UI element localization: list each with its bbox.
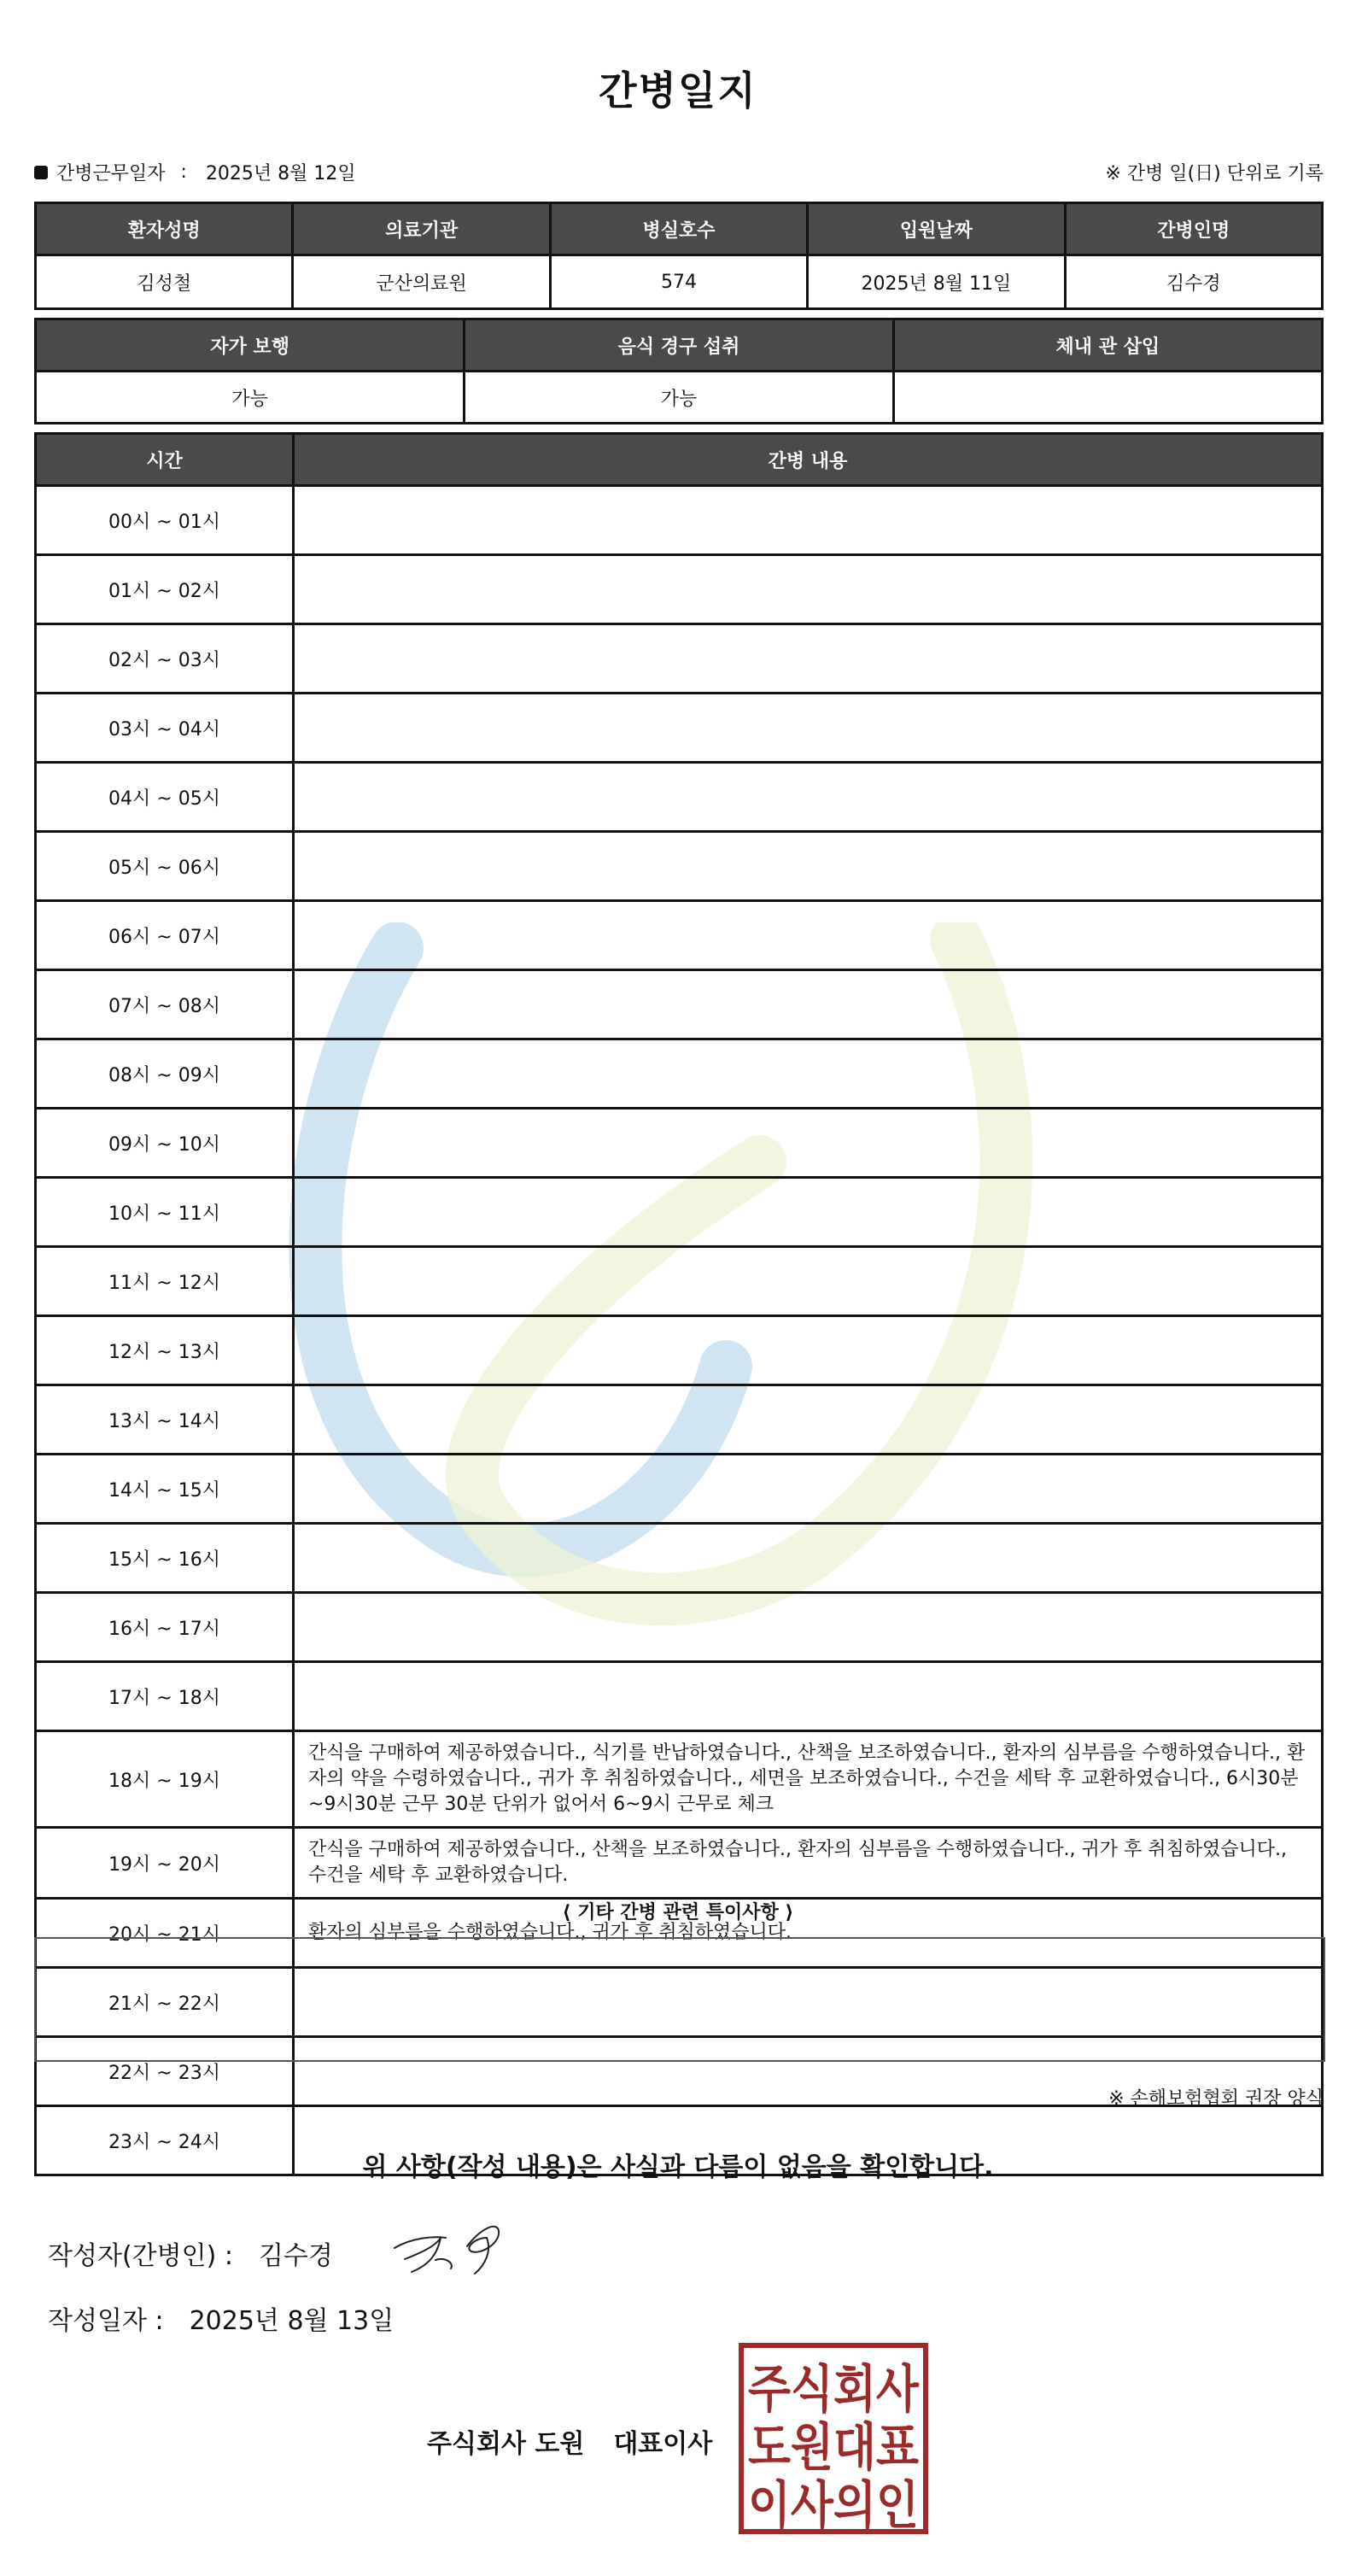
table-row [36, 1316, 1323, 1385]
time-cell: 18시 ~ 19시 [36, 1731, 294, 1828]
time-cell: 16시 ~ 17시 [36, 1593, 294, 1662]
company-name: 주식회사 도원 [427, 2429, 585, 2459]
patient-info-table [34, 202, 1324, 310]
table-row [36, 1593, 1323, 1662]
table-row [36, 832, 1323, 901]
header-tube-insertion: 체내 관 삽입 [893, 319, 1322, 372]
table-row [36, 1828, 1323, 1899]
table-row [36, 763, 1323, 832]
square-bullet-icon [34, 166, 48, 179]
admission-date: 2025년 8월 11일 [808, 255, 1065, 309]
care-content-cell [294, 832, 1323, 901]
time-cell: 01시 ~ 02시 [36, 555, 294, 624]
time-cell: 02시 ~ 03시 [36, 624, 294, 694]
care-content-cell [294, 1178, 1323, 1247]
unit-note: ※ 간병 일(日) 단위로 기록 [1105, 163, 1324, 184]
seal-line-2: 도원대표 [748, 2418, 920, 2478]
header-patient-name: 환자성명 [36, 203, 293, 255]
work-date-value: 2025년 8월 12일 [205, 163, 356, 184]
time-cell: 21시 ~ 22시 [36, 1968, 294, 2037]
table-row [36, 1731, 1323, 1828]
care-content-cell [294, 1039, 1323, 1109]
oral-intake-value: 가능 [465, 372, 893, 424]
document-title: 간병일지 [599, 67, 757, 114]
room-number: 574 [550, 255, 807, 309]
table-row [36, 486, 1323, 555]
table-row [36, 1385, 1323, 1455]
notes-box [34, 1937, 1325, 2062]
care-content-cell [294, 694, 1323, 763]
care-content-cell: 간식을 구매하여 제공하였습니다., 산책을 보조하였습니다., 환자의 심부름을 수행하였습니다., 귀가 후 취침하였습니다., 수건을 세탁 후 교환하였습니다. [294, 1828, 1323, 1899]
time-cell: 06시 ~ 07시 [36, 901, 294, 970]
care-content-cell [294, 1385, 1323, 1455]
time-cell: 12시 ~ 13시 [36, 1316, 294, 1385]
table-row [36, 1247, 1323, 1316]
care-content-cell [294, 901, 1323, 970]
header-self-walking: 자가 보행 [36, 319, 465, 372]
write-date-line [48, 2299, 394, 2337]
time-cell: 17시 ~ 18시 [36, 1662, 294, 1731]
time-cell: 09시 ~ 10시 [36, 1109, 294, 1178]
header-room: 병실호수 [550, 203, 807, 255]
header-admission-date: 입원날짜 [808, 203, 1065, 255]
table-row [36, 970, 1323, 1039]
handwritten-signature-icon [386, 2212, 514, 2280]
time-cell: 05시 ~ 06시 [36, 832, 294, 901]
care-content-cell [294, 970, 1323, 1039]
table-row [36, 1178, 1323, 1247]
seal-line-3: 이사의인 [748, 2476, 919, 2535]
time-cell: 03시 ~ 04시 [36, 694, 294, 763]
time-cell: 23시 ~ 24시 [36, 2106, 294, 2175]
caregiver-name: 김수경 [1065, 255, 1322, 309]
write-date-label: 작성일자 : [48, 2306, 164, 2336]
time-cell: 07시 ~ 08시 [36, 970, 294, 1039]
writer-name: 김수경 [258, 2241, 333, 2271]
care-content-cell [294, 624, 1323, 694]
care-content-cell: 환자의 심부름을 수행하였습니다., 귀가 후 취침하였습니다. [294, 1899, 1323, 1968]
patient-status-table [34, 318, 1324, 424]
company-seal [738, 2342, 929, 2535]
care-content-cell [294, 1593, 1323, 1662]
write-date-value: 2025년 8월 13일 [189, 2306, 395, 2336]
care-content-cell [294, 763, 1323, 832]
time-cell: 22시 ~ 23시 [36, 2037, 294, 2106]
patient-name: 김성철 [36, 255, 293, 309]
table-row [36, 1109, 1323, 1178]
header-hospital: 의료기관 [293, 203, 550, 255]
table-row [36, 1039, 1323, 1109]
association-note: ※ 손해보험협회 권장 양식 [1108, 2088, 1324, 2110]
time-cell: 11시 ~ 12시 [36, 1247, 294, 1316]
table-row [36, 624, 1323, 694]
header-caregiver-name: 간병인명 [1065, 203, 1322, 255]
writer-line [48, 2234, 333, 2272]
writer-label: 작성자(간병인) : [48, 2241, 233, 2271]
work-date-colon: : [180, 161, 187, 183]
time-cell: 19시 ~ 20시 [36, 1828, 294, 1899]
table-row [36, 901, 1323, 970]
hospital-name: 군산의료원 [293, 255, 550, 309]
time-cell: 20시 ~ 21시 [36, 1899, 294, 1968]
time-cell: 00시 ~ 01시 [36, 486, 294, 555]
self-walking-value: 가능 [36, 372, 465, 424]
care-content-cell [294, 1662, 1323, 1731]
care-content-cell [294, 1109, 1323, 1178]
table-row [36, 1662, 1323, 1731]
care-content-cell [294, 1316, 1323, 1385]
seal-line-1: 주식회사 [748, 2360, 920, 2420]
care-content-cell: 간식을 구매하여 제공하였습니다., 식기를 반납하였습니다., 산책을 보조하였습니다., 환자의 심부름을 수행하였습니다., 환자의 약을 수령하였습니다., 귀가 후 취침하였습니다., 세면을 보조하였습니다., 수건을 세탁 후 교환하였습니다., 6시30분~9시30분 근무 30분 단위가 없어서 6~9시 근무로 체크 [294, 1731, 1323, 1828]
time-cell: 08시 ~ 09시 [36, 1039, 294, 1109]
time-cell: 04시 ~ 05시 [36, 763, 294, 832]
time-cell: 10시 ~ 11시 [36, 1178, 294, 1247]
notes-title: ⟨ 기타 간병 관련 특이사항 ⟩ [562, 1902, 794, 1923]
work-date-label: 간병근무일자 [56, 163, 166, 184]
company-role: 대표이사 [613, 2429, 713, 2459]
time-cell: 14시 ~ 15시 [36, 1455, 294, 1524]
table-row [36, 694, 1323, 763]
table-row [36, 555, 1323, 624]
care-content-cell [294, 1247, 1323, 1316]
care-content-cell [294, 1455, 1323, 1524]
header-oral-intake: 음식 경구 섭취 [465, 319, 893, 372]
header-care-content: 간병 내용 [294, 434, 1323, 486]
work-date-line [34, 159, 356, 185]
confirmation-statement: 위 사항(작성 내용)은 사실과 다름이 없음을 확인합니다. [362, 2152, 994, 2182]
table-row [36, 1524, 1323, 1593]
care-content-cell [294, 555, 1323, 624]
table-row [36, 1455, 1323, 1524]
time-cell: 15시 ~ 16시 [36, 1524, 294, 1593]
care-content-cell [294, 1524, 1323, 1593]
header-time: 시간 [36, 434, 294, 486]
tube-insertion-value [893, 372, 1322, 424]
care-content-cell [294, 486, 1323, 555]
company-line [427, 2422, 712, 2460]
time-cell: 13시 ~ 14시 [36, 1385, 294, 1455]
